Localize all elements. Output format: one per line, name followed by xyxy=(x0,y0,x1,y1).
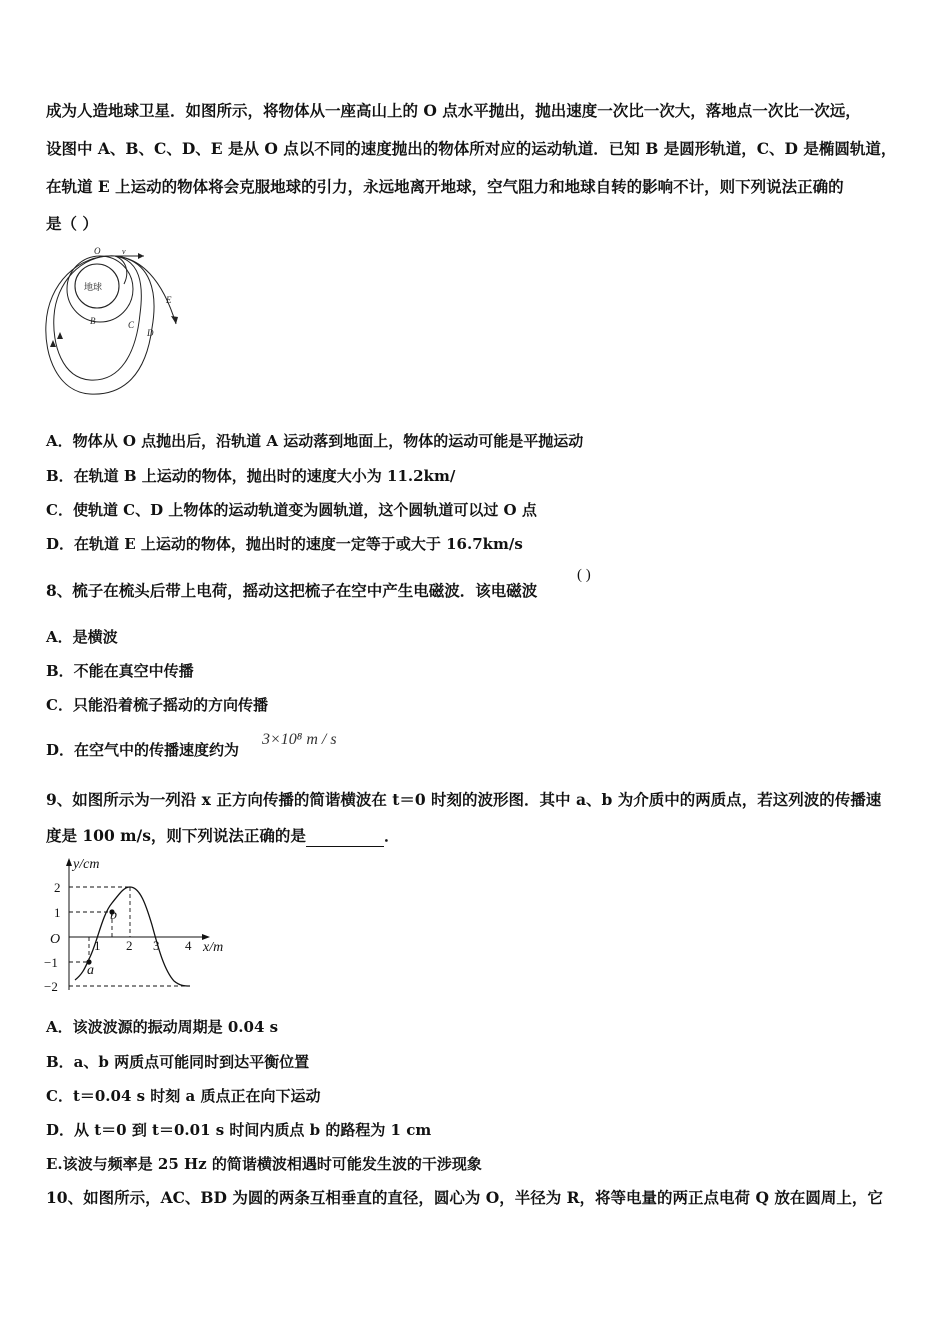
q9-option-d: D．从 t＝0 到 t＝0.01 s 时间内质点 b 的路程为 1 cm xyxy=(46,1121,432,1139)
q7-line-2: 设图中 A、B、C、D、E 是从 O 点以不同的速度抛出的物体所对应的运动轨道．已知 B 是圆形轨道，C、D 是椭圆轨道， xyxy=(46,139,897,158)
x-tick-1: 1 xyxy=(94,938,101,953)
q8-stem: 8、梳子在梳头后带上电荷，摇动这把梳子在空中产生电磁波．该电磁波 xyxy=(46,581,538,600)
wave-graph xyxy=(40,855,240,1000)
q9-line-1: 9、如图所示为一列沿 x 正方向传播的简谐横波在 t＝0 时刻的波形图．其中 a、b 为介质中的两质点，若这列波的传播速 xyxy=(46,790,882,809)
y-tick-1: 1 xyxy=(54,905,61,920)
q8-paren: ( ) xyxy=(577,567,591,583)
q9-option-b: B．a、b 两质点可能同时到达平衡位置 xyxy=(46,1053,310,1071)
y-axis-label: y/cm xyxy=(73,857,100,872)
q7-line-1: 成为人造地球卫星．如图所示，将物体从一座高山上的 O 点水平抛出，抛出速度一次比一次大，落地点一次比一次远， xyxy=(46,101,861,120)
orbit-c-label: C xyxy=(128,320,135,330)
point-a-label: a xyxy=(87,963,94,978)
q8-option-b: B．不能在真空中传播 xyxy=(46,662,194,680)
q9-line-2 xyxy=(46,826,399,847)
q10-line-1: 10、如图所示，AC、BD 为圆的两条互相垂直的直径，圆心为 O，半径为 R，将等电量的两正点电荷 Q 放在圆周上，它 xyxy=(46,1188,883,1207)
q7-option-d: D．在轨道 E 上运动的物体，抛出时的速度一定等于或大于 16.7km/s xyxy=(46,535,523,553)
q7-option-b: B．在轨道 B 上运动的物体，抛出时的速度大小为 11.2km/ xyxy=(46,467,456,485)
y-tick-minus-2: −2 xyxy=(44,979,58,994)
orbit-e-label: E xyxy=(166,295,172,305)
velocity-label: v xyxy=(122,247,126,256)
q7-option-c: C．使轨道 C、D 上物体的运动轨道变为圆轨道，这个圆轨道可以过 O 点 xyxy=(46,501,537,519)
answer-blank xyxy=(306,826,384,847)
q8-option-d: D．在空气中的传播速度约为 xyxy=(46,741,240,759)
x-axis-label: x/m xyxy=(203,940,224,955)
point-b-label: b xyxy=(110,908,117,923)
q9-line-2-text: 度是 100 m/s，则下列说法正确的是 xyxy=(46,826,306,845)
orbit-figure xyxy=(40,244,190,402)
point-o-label: O xyxy=(94,246,101,256)
q7-line-4: 是（ ） xyxy=(46,214,98,233)
x-tick-3: 3 xyxy=(153,938,160,953)
q7-option-a: A．物体从 O 点抛出后，沿轨道 A 运动落到地面上，物体的运动可能是平抛运动 xyxy=(46,432,584,450)
q9-option-c: C．t＝0.04 s 时刻 a 质点正在向下运动 xyxy=(46,1087,321,1105)
q9-option-e: E.该波与频率是 25 Hz 的简谐横波相遇时可能发生波的干涉现象 xyxy=(46,1155,482,1173)
q8-option-c: C．只能沿着梳子摇动的方向传播 xyxy=(46,696,268,714)
x-tick-2: 2 xyxy=(126,938,133,953)
q7-line-3: 在轨道 E 上运动的物体将会克服地球的引力，永远地离开地球，空气阻力和地球自转的影响不计，则下列说法正确的 xyxy=(46,177,844,196)
orbit-d-label: D xyxy=(147,328,154,338)
origin-label: O xyxy=(50,932,61,947)
q8-option-a: A．是横波 xyxy=(46,628,118,646)
x-tick-4: 4 xyxy=(185,938,192,953)
earth-label: 地球 xyxy=(84,282,103,292)
q9-line-2-end: ． xyxy=(383,826,400,845)
orbit-b-label: B xyxy=(90,316,96,326)
q9-option-a: A．该波波源的振动周期是 0.04 s xyxy=(46,1018,279,1036)
y-tick-2: 2 xyxy=(54,880,61,895)
speed-formula: 3×10⁸ m / s xyxy=(262,731,337,748)
y-tick-minus-1: −1 xyxy=(44,955,58,970)
